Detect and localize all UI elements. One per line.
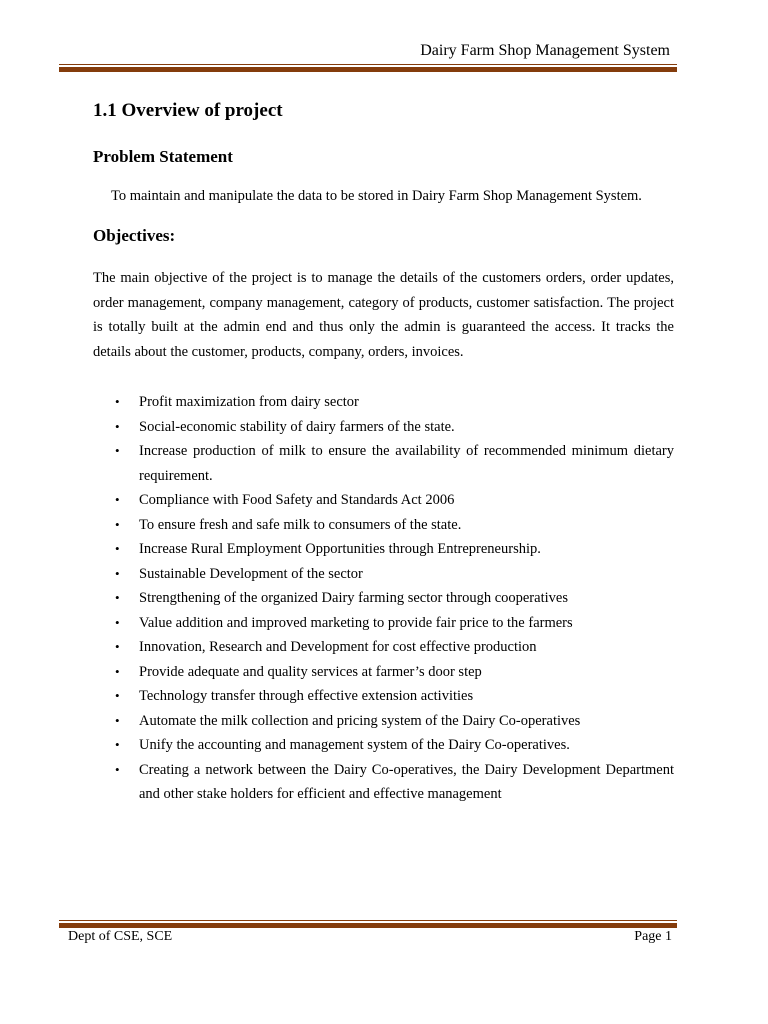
footer-department: Dept of CSE, SCE <box>68 929 173 944</box>
bullet-text: Automate the milk collection and pricing system of the Dairy Co-operatives <box>139 712 581 729</box>
bullet-dot-icon: • <box>115 492 120 507</box>
bullet-item <box>93 684 674 709</box>
bullet-text: Strengthening of the organized Dairy farming sector through cooperatives <box>139 590 568 606</box>
bullet-dot-icon: • <box>115 394 120 409</box>
page-content <box>93 98 674 807</box>
bullet-text: Sustainable Development of the sector <box>139 565 363 582</box>
bullet-dot-icon: • <box>115 516 120 532</box>
bullet-item <box>93 439 674 488</box>
bullet-text: Compliance with Food Safety and Standards Act 2006 <box>139 492 455 508</box>
bullet-dot-icon: • <box>115 639 120 654</box>
bullet-item <box>93 758 674 807</box>
bullet-dot-icon: • <box>115 663 120 679</box>
bullet-item <box>93 488 674 513</box>
bullet-item <box>93 635 674 660</box>
bullet-text: Innovation, Research and Development for cost effective production <box>139 639 537 655</box>
running-header-title: Dairy Farm Shop Management System <box>420 42 670 59</box>
bullet-item <box>93 660 674 685</box>
bullet-text: To ensure fresh and safe milk to consumers of the state. <box>139 516 462 533</box>
bullet-item <box>93 513 674 538</box>
bullet-text: Profit maximization from dairy sector <box>139 394 359 410</box>
bullet-dot-icon: • <box>115 737 120 752</box>
footer-page-number: Page 1 <box>634 929 672 944</box>
bullet-item <box>93 586 674 611</box>
bullet-item <box>93 611 674 636</box>
bullet-text: Provide adequate and quality services at farmer’s door step <box>139 663 482 680</box>
bullet-text: Creating a network between the Dairy Co-operatives, the Dairy Development Department and other stake holders for efficient and effective management <box>139 761 674 802</box>
bullet-dot-icon: • <box>115 688 120 703</box>
footer-rule <box>59 920 677 928</box>
header-rule-thick-line <box>59 67 677 72</box>
bullet-dot-icon: • <box>115 565 120 581</box>
bullet-text: Technology transfer through effective extension activities <box>139 688 474 704</box>
bullet-item <box>93 709 674 734</box>
bullet-text: Value addition and improved marketing to provide fair price to the farmers <box>139 614 573 631</box>
header-rule <box>59 64 677 72</box>
objectives-paragraph: The main objective of the project is to manage the details of the customers orders, order updates, order management, company management, category of products, customer satisfaction. The project is totally built at the admin end and thus only the admin is guaranteed the access. It tracks the details about the customer, products, company, orders, invoices. <box>93 270 674 360</box>
bullet-dot-icon: • <box>115 418 120 434</box>
objectives-bullet-list <box>93 390 674 807</box>
bullet-item <box>93 537 674 562</box>
section-title: 1.1 Overview of project <box>93 100 283 121</box>
footer-rule-thick-line <box>59 923 677 928</box>
bullet-dot-icon: • <box>115 590 120 605</box>
problem-statement-heading: Problem Statement <box>93 147 233 166</box>
bullet-item <box>93 733 674 758</box>
bullet-item <box>93 562 674 587</box>
bullet-item <box>93 390 674 415</box>
bullet-dot-icon: • <box>115 712 120 728</box>
bullet-text: Social-economic stability of dairy farmers of the state. <box>139 418 455 435</box>
bullet-text: Increase Rural Employment Opportunities through Entrepreneurship. <box>139 541 541 557</box>
bullet-dot-icon: • <box>115 443 120 458</box>
bullet-text: Increase production of milk to ensure the availability of recommended minimum dietary requirement. <box>139 443 674 484</box>
bullet-dot-icon: • <box>115 614 120 630</box>
bullet-dot-icon: • <box>115 761 120 777</box>
bullet-item <box>93 415 674 440</box>
problem-statement-text: To maintain and manipulate the data to be stored in Dairy Farm Shop Management System. <box>111 188 642 204</box>
objectives-heading: Objectives: <box>93 226 176 245</box>
bullet-dot-icon: • <box>115 541 120 556</box>
bullet-text: Unify the accounting and management system of the Dairy Co-operatives. <box>139 737 570 753</box>
